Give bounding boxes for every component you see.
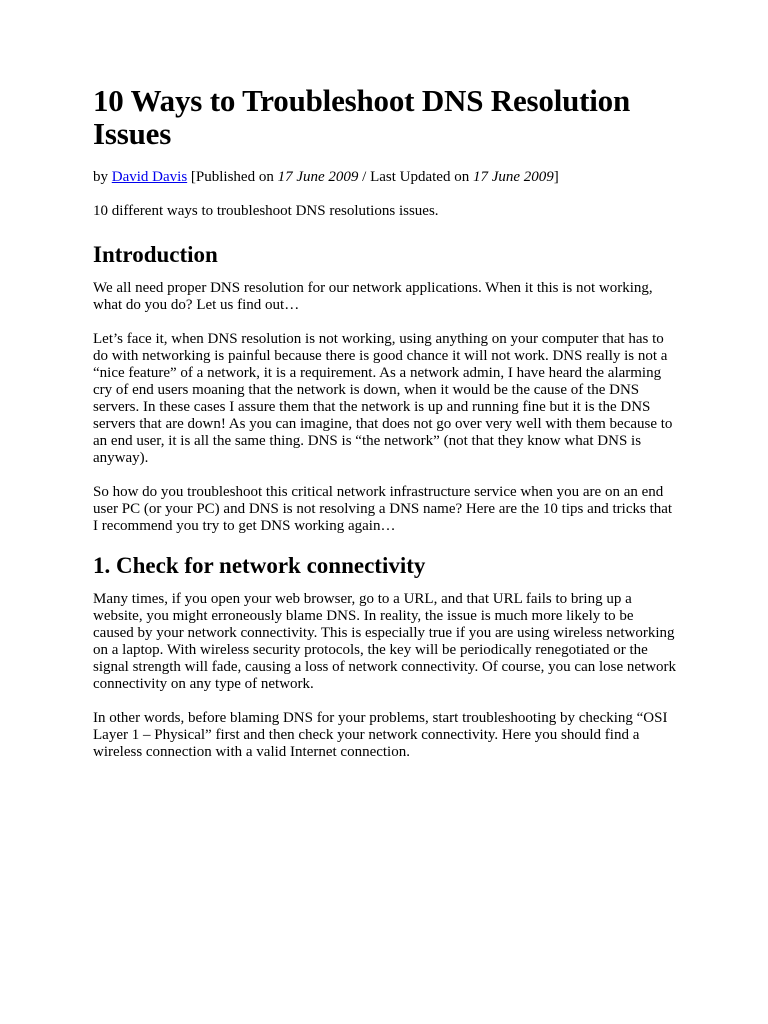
byline xyxy=(93,169,678,186)
author-link[interactable]: David Davis xyxy=(111,169,188,185)
published-date: 17 June 2009 xyxy=(277,169,359,185)
connectivity-paragraph-1: Many times, if you open your web browser, go to a URL, and that URL fails to bring up a website, you might erroneously blame DNS. In reality, the issue is much more likely to be caused by your network connectivity. This is especially true if you are using wireless networking on a laptop. With wireless security protocols, the key will be periodically renegotiated or the signal strength will fade, causing a loss of network connectivity. Of course, you can lose network connectivity on any type of network. xyxy=(93,591,677,692)
article xyxy=(93,84,678,778)
intro-paragraph-1: We all need proper DNS resolution for our network applications. When it this is not working, what do you do? Let us find out… xyxy=(93,280,653,313)
article-summary: 10 different ways to troubleshoot DNS resolutions issues. xyxy=(93,203,439,219)
section-heading-introduction: Introduction xyxy=(93,242,218,267)
intro-paragraph-2: Let’s face it, when DNS resolution is not working, using anything on your computer that has to do with networking is painful because there is good chance it will not work. DNS really is not a “nice feature” of a network, it is a requirement. As a network admin, I have heard the alarming cry of end users moaning that the network is down, when it would be the cause of the DNS servers. In these cases I assure them that the network is up and running fine but it is the DNS servers that are down! As you can imagine, that does not go over very well with them because to an end user, it is all the same thing. DNS is “the network” (not that they know what DNS is anyway). xyxy=(93,331,673,466)
byline-prefix: by xyxy=(93,169,112,185)
byline-suffix: ] xyxy=(553,169,559,185)
updated-date: 17 June 2009 xyxy=(472,169,554,185)
article-title: 10 Ways to Troubleshoot DNS Resolution Issues xyxy=(93,83,631,151)
intro-paragraph-3: So how do you troubleshoot this critical network infrastructure service when you are on an end user PC (or your PC) and DNS is not resolving a DNS name? Here are the 10 tips and tricks that I recommend you try to get DNS working again… xyxy=(93,484,673,534)
updated-label: / Last Updated on xyxy=(358,169,473,185)
published-label: [Published on xyxy=(187,169,278,185)
section-heading-network-connectivity: 1. Check for network connectivity xyxy=(93,553,426,578)
connectivity-paragraph-2: In other words, before blaming DNS for your problems, start troubleshooting by checking “OSI Layer 1 – Physical” first and then check your network connectivity. Here you should find a wireless connection with a valid Internet connection. xyxy=(93,710,668,760)
